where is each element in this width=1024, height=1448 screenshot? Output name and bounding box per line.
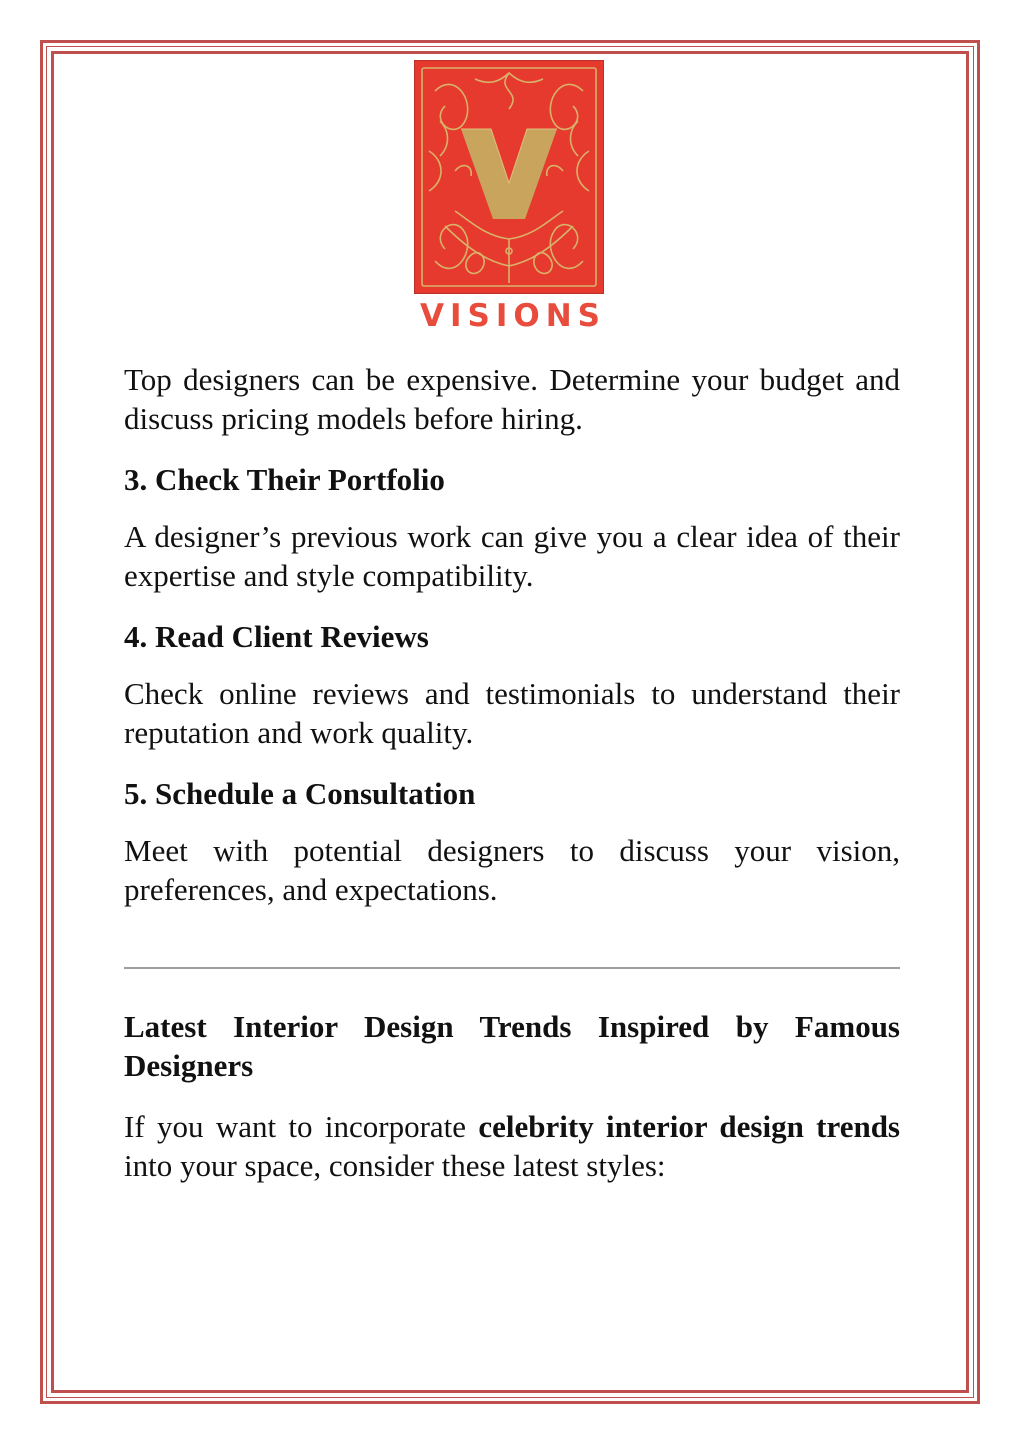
step-text-portfolio: A designer’s previous work can give you a clear idea of their expertise and style compatibility. xyxy=(124,519,900,593)
step-text-reviews: Check online reviews and testimonials to understand their reputation and work quality. xyxy=(124,676,900,750)
document-body xyxy=(124,360,900,1207)
section-divider xyxy=(124,967,900,969)
trends-text-after: into your space, consider these latest styles: xyxy=(124,1148,666,1183)
step-heading-consultation: 5. Schedule a Consultation xyxy=(124,776,476,811)
trends-text-before: If you want to incorporate xyxy=(124,1109,479,1144)
ornament-pattern-icon xyxy=(415,61,603,293)
trends-paragraph xyxy=(124,1107,900,1185)
trends-heading: Latest Interior Design Trends Inspired by Famous Designers xyxy=(124,1009,900,1083)
step-heading-portfolio: 3. Check Their Portfolio xyxy=(124,462,445,497)
visions-logo xyxy=(414,60,606,334)
logo-wordmark: VISIONS xyxy=(420,298,607,334)
step-text-consultation: Meet with potential designers to discuss your vision, preferences, and expectations. xyxy=(124,833,900,907)
logo-emblem xyxy=(414,60,604,294)
trends-keyword: celebrity interior design trends xyxy=(478,1109,900,1144)
step-heading-reviews: 4. Read Client Reviews xyxy=(124,619,429,654)
intro-paragraph: Top designers can be expensive. Determine your budget and discuss pricing models before hiring. xyxy=(124,362,900,436)
